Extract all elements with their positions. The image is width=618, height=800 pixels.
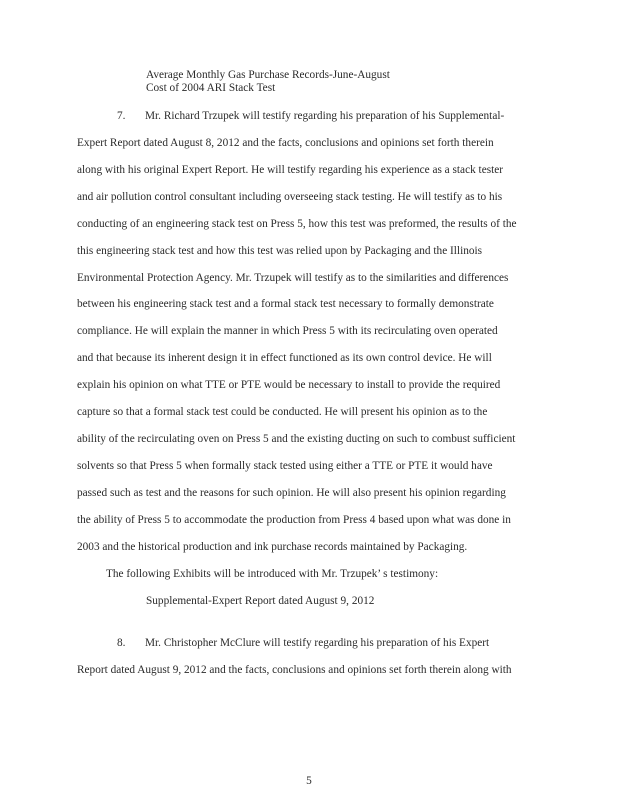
exhibit-item-gas-records: Average Monthly Gas Purchase Records-June-August [146, 69, 390, 81]
paragraph-7-line: ability of the recirculating oven on Press 5 and the existing ducting on such to combust sufficient [77, 433, 516, 445]
paragraph-7-text: Mr. Richard Trzupek will testify regarding his preparation of his Supplemental- [145, 110, 505, 122]
paragraph-8-line: Report dated August 9, 2012 and the facts, conclusions and opinions set forth therein along with [77, 664, 512, 676]
paragraph-7-line: and that because its inherent design it in effect functioned as its own control device. He will [77, 352, 492, 364]
exhibits-intro: The following Exhibits will be introduced with Mr. Trzupek’ s testimony: [106, 568, 439, 580]
paragraph-7-line: compliance. He will explain the manner in which Press 5 with its recirculating oven operated [77, 325, 498, 337]
page-number: 5 [306, 775, 312, 787]
paragraph-7-line: the ability of Press 5 to accommodate the production from Press 4 based upon what was done in [77, 514, 511, 526]
paragraph-7-line: passed such as test and the reasons for such opinion. He will also present his opinion regarding [77, 487, 506, 499]
paragraph-7-line: capture so that a formal stack test could be conducted. He will present his opinion as to the [77, 406, 488, 418]
paragraph-7-line: solvents so that Press 5 when formally stack tested using either a TTE or PTE it would have [77, 460, 493, 472]
paragraph-8-first-line [117, 636, 489, 650]
paragraph-7-line: conducting of an engineering stack test on Press 5, how this test was preformed, the results of the [77, 218, 517, 230]
paragraph-7-number: 7. [117, 110, 126, 122]
paragraph-7-line: Expert Report dated August 8, 2012 and the facts, conclusions and opinions set forth therein [77, 137, 494, 149]
paragraph-7-line: Environmental Protection Agency. Mr. Trzupek will testify as to the similarities and differences [77, 272, 509, 284]
exhibit-item-supplemental-report: Supplemental-Expert Report dated August 9, 2012 [146, 595, 375, 607]
paragraph-7-first-line [117, 109, 504, 123]
paragraph-8-number: 8. [117, 637, 126, 649]
paragraph-7-line: along with his original Expert Report. He will testify regarding his experience as a stack tester [77, 164, 504, 176]
paragraph-7-line: explain his opinion on what TTE or PTE would be necessary to install to provide the required [77, 379, 501, 391]
paragraph-7-line: 2003 and the historical production and ink purchase records maintained by Packaging. [77, 541, 468, 553]
paragraph-7-line: this engineering stack test and how this test was relied upon by Packaging and the Illinois [77, 245, 483, 257]
paragraph-7-line: between his engineering stack test and a formal stack test necessary to formally demonstrate [77, 298, 494, 310]
paragraph-8-text: Mr. Christopher McClure will testify regarding his preparation of his Expert [145, 637, 490, 649]
exhibit-item-stack-test-cost: Cost of 2004 ARI Stack Test [146, 82, 276, 94]
paragraph-7-line: and air pollution control consultant including overseeing stack testing. He will testify as to his [77, 191, 503, 203]
